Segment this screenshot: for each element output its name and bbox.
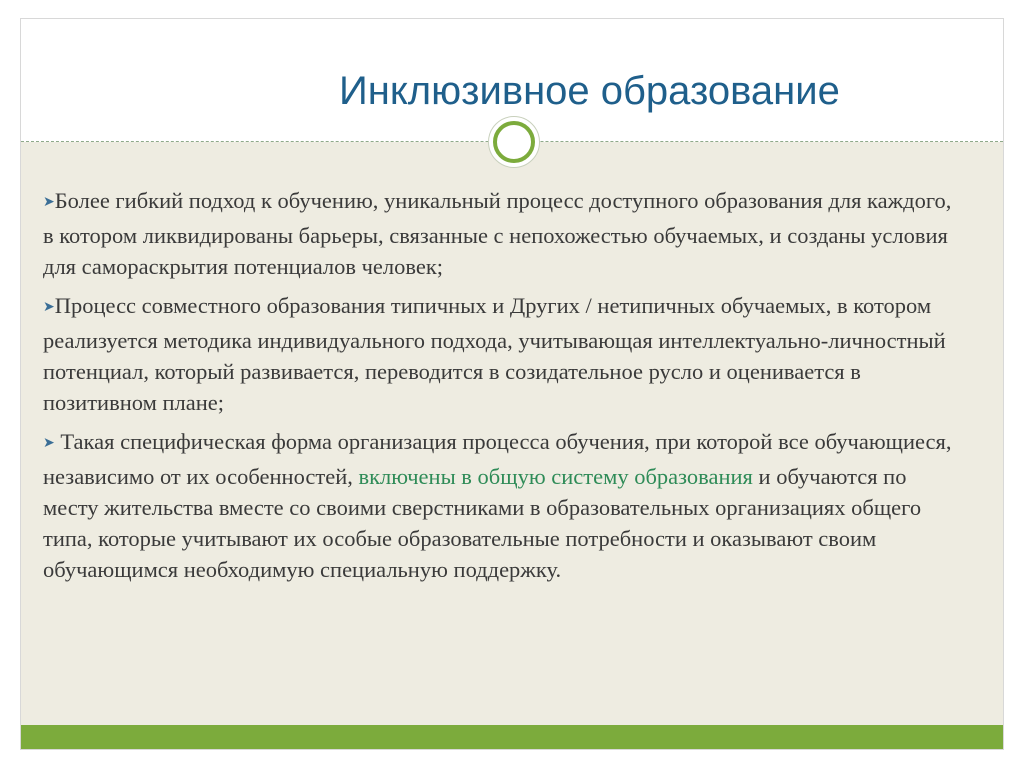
paragraph-1-text: Более гибкий подход к обучению, уникальный процесс доступного образования для каждого, в котором ликвидированы барьеры, связанные с непохожестью обучаемых, и созданы условия для самораскрытия потенциалов человек; — [43, 188, 952, 279]
paragraph-3-text-after: и обучаются по месту жительства вместе со своими сверстниками в образовательных организациях общего типа, которые учитывают их особые образовательные потребности и оказывают своим обучающимся необходимую специальную поддержку. — [43, 464, 922, 582]
paragraph-3 — [43, 426, 963, 585]
paragraph-2-text: Процесс совместного образования типичных и Других / нетипичных обучаемых, в котором реализуется методика индивидуального подхода, учитывающая интеллектуально-личностный потенциал, который развивается, переводится в созидательное русло и оценивается в позитивном плане; — [43, 293, 946, 415]
arrow-bullet-icon: ➤ — [43, 194, 55, 210]
paragraph-2 — [43, 290, 963, 418]
arrow-bullet-icon: ➤ — [43, 299, 55, 315]
paragraph-3-text-before: Такая специфическая форма организация процесса обучения, при которой все обучающиеся, независимо от их особенностей, — [43, 429, 952, 489]
arrow-bullet-icon: ➤ — [43, 435, 55, 451]
content-area — [21, 142, 1003, 727]
bottom-accent-bar — [21, 725, 1003, 749]
slide-frame — [20, 18, 1004, 750]
body-text — [43, 185, 963, 593]
paragraph-1 — [43, 185, 963, 282]
circle-ornament-icon — [493, 121, 535, 163]
slide-title: Инклюзивное образование — [339, 69, 840, 113]
paragraph-3-highlight: включены в общую систему образования — [358, 464, 753, 489]
